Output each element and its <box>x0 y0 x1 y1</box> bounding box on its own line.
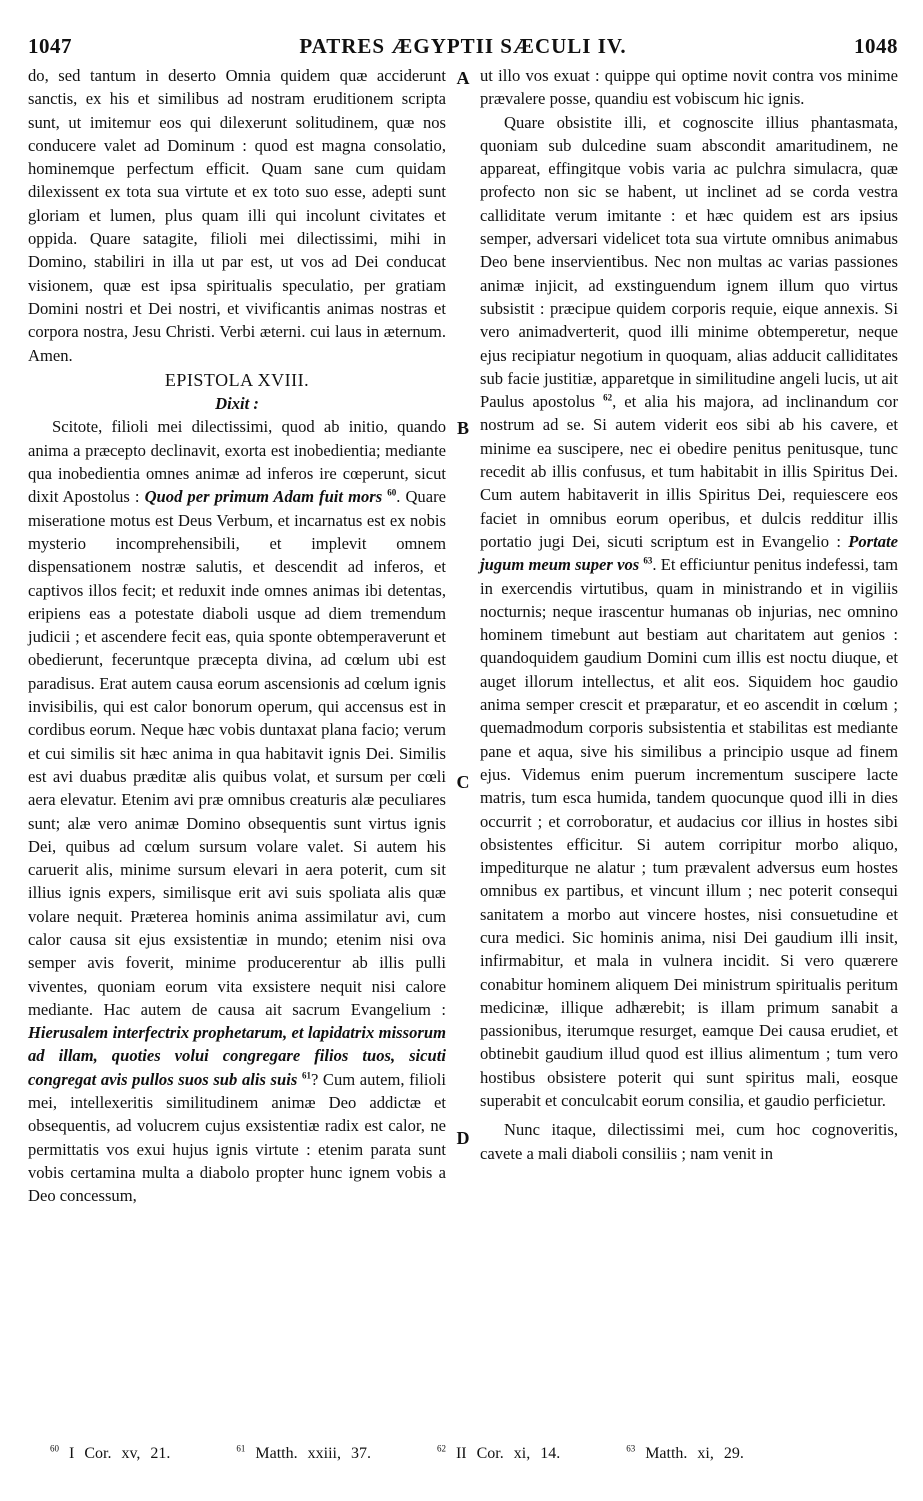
footnote-number: 61 <box>236 1444 246 1454</box>
page-number-left: 1047 <box>28 34 72 58</box>
footnote-ref: 63 <box>643 555 653 566</box>
text-span: . Quare miseratione motus est Deus Verbum, et incarnatus est ex nobis mysterio incomprehensibili, et implevit omnem dispensationem nostræ salutis, et descendit ad inferos, et captivos illos fecit; et reduxit inde omnes animas ibi detentas, eripiens eas a potestate diaboli usque ad diem tremendum judicii ; et ascendere fecit eas, quia sponte obtemperaverunt et obedierunt, feceruntque præcepta divina, ad cœlum ubi est paradisus. Erat autem causa eorum ascensionis ad cœlum ignis invisibilis, qui est calor bonorum operum, qui accensus est in cordibus eorum. Neque hæc vobis duntaxat plana facio; verum et cui similis sit hæc anima in qua habitavit ignis Dei. Similis est avi duabus præditæ alis quibus volat, et sursum per cœli aera elevatur. Etenim avi præ omnibus creaturis alæ peculiares sunt; alæ vero animæ Domino obsequentis sunt virtus ignis Dei, quibus ad cœlum sursum volare valet. Si autem his caruerit alis, minime sursum elevari in aera poterit, cum sit illius ignis expers, similisque erit avi suis spoliata alis quæ volare nequit. Præterea hominis anima assimilatur avi, cum calor causa sit ejus exsistentiæ in mundo; etenim nisi ova semper avis foverit, minime producerentur ab illis pulli viventes, quoniam eorum vita exsistere nequit nisi calore mediante. Hac autem de causa ait sacrum Evangelium : <box>28 487 446 1019</box>
running-title: PATRES ÆGYPTII SÆCULI IV. <box>299 34 627 58</box>
paragraph <box>28 415 446 1207</box>
footnote <box>50 1445 198 1462</box>
margin-marker-a: A <box>456 68 470 88</box>
paragraph: ut illo vos exuat : quippe qui optime novit contra vos minime prævalere posse, quandiu est vobiscum hic ignis. <box>480 66 898 109</box>
epistola-title: EPISTOLA XVIII. <box>164 369 310 390</box>
text-span: , et alia his majora, ad inclinandum cor nostrum ad se. Si autem viderit eos sibi ab his cavere, et minime ea suscipere, nec ei obedire penitus penitusque, tunc recedit ab illis confusus, et tum habitabit in illis Spiritus Dei. Cum autem habitaverit in illis Spiritus Dei, requiescere eos faciet in omnibus eorum operibus, et dulcis redditur illis portatio jugi Dei, sicuti scriptum est in Evangelio : <box>480 392 899 551</box>
epistola-subtitle: Dixit : <box>215 394 259 414</box>
footnote-number: 60 <box>50 1444 59 1454</box>
left-column <box>28 64 446 1208</box>
margin-marker-b: B <box>456 418 469 438</box>
text-span: . Et efficiuntur penitus indefessi, tam in exercendis virtutibus, quam in ministrando et in vigiliis nocturnis; neque irascentur humanas ob injurias, nec omnino hominem timebunt aut bestiam aut charitatem aut genios : quandoquidem gaudium Domini cum illis est noctu diuque, et auget illorum intellectus, et alit eos. Siquidem hoc gaudio anima semper crescit et præparatur, et eo ascendit in cœlum ; quemadmodum corporis subsistentia et stabilitas est mediante pane et aqua, sive his similibus a principio usque ad finem ejus. Videmus enim puerum incrementum suscipere lacte matris, tum esca humida, tandem quocunque quod illi in dies occurrit ; et corroboratur, et audacius cor illius in hostes sibi obsistentes efficitur. Si autem corripitur morbo aliquo, impediturque ne alatur ; tum prævalent adversus eum hostes omnibus ex partibus, et vincunt illum ; nec poterit consequi sanitatem a morbo aut vincere hostes, nisi consuetudine et cura medici. Sic hominis anima, nisi Dei gaudium illi insit, infirmabitur, et mala in vulnera incidit. Si vero quærere conabitur hominem aliquem Dei ministrum spiritualis peritum medicinæ, illique adhærebit; is illam primum sanabit a passionibus, iterumque resurget, eamque Dei causa erudiet, et obtinebit gaudium illud quod est illius alimentum ; tum vero hostibus obsistere poterit qui sunt spiritus mali, eosque superabit et conculcabit eorum consilia, et gaudio perficietur. <box>480 555 898 1111</box>
scripture-quote: Portate jugum meum super vos <box>480 531 899 575</box>
footnote <box>437 1445 588 1462</box>
paragraph: Nunc itaque, dilectissimi mei, cum hoc cognoveritis, cavete a mali diaboli consiliis ; nam venit in <box>480 1120 898 1163</box>
footnote-ref: 62 <box>603 392 613 403</box>
footnote-ref: 60 <box>387 487 397 498</box>
margin-marker-c: C <box>456 772 470 792</box>
footnote <box>626 1445 772 1462</box>
footnote-text: II Cor. xi, 14. <box>455 1445 561 1463</box>
footnote-number: 63 <box>626 1444 636 1454</box>
scripture-quote: Quod per primum Adam fuit mors <box>144 487 383 507</box>
footnotes <box>50 1444 900 1463</box>
text-span: ? Cum autem, filioli mei, intellexeritis similitudinem animæ Deo addictæ et obsequentis, ad volucrem cujus exsistentiæ radix est calor, ne permittatis vos exui hujus ignis virtute : etenim parata sunt vobis certamina multa a diabolo propter hunc ignem vobis a Deo concessum, <box>28 1069 446 1206</box>
running-header <box>28 34 898 58</box>
paragraph: do, sed tantum in deserto Omnia quidem quæ acciderunt sanctis, ex his et similibus ad nostram eruditionem scripta sunt, ut imitemur eos qui dilexerunt solitudinem, quæ nos conducere valet ad Dominum : quod est magna consolatio, hominemque perfectum efficit. Quam sane cum quidam dilexissent ex tota sua virtute et ex toto suo esse, adepti sunt gloriam et lumen, plus quam illi qui incolunt civitates et oppida. Quare satagite, filioli mei dilectissimi, mihi in Domino, stabiliri in illa ut par est, ut vos ad Dei conducat visionem, quæ est ipsa spiritualis speculatio, per gratiam Domini nostri et Dei nostri, et vivificantis animas nostras et corpora nostra, Jesu Christi. Verbi æterni. cui laus in æternum. Amen. <box>28 66 446 365</box>
paragraph <box>480 111 898 1113</box>
right-column <box>480 64 898 1165</box>
scripture-quote: Hierusalem interfectrix prophetarum, et lapidatrix missorum ad illam, quoties volui congregare filios tuos, sicuti congregat avis pullos suos sub alis suis <box>28 1023 446 1089</box>
footnote-text: Matth. xxiii, 37. <box>255 1445 371 1463</box>
text-span: Scitote, filioli mei dilectissimi, quod ab initio, quando anima a præcepto declinavit, exorta est inobedientia; mediante qua inobedientia omnes animæ ad inferos ire cœperunt, sicut dixit Apostolus : <box>28 417 446 507</box>
footnote-ref: 61 <box>301 1070 311 1081</box>
text-span: Quare obsistite illi, et cognoscite illius phantasmata, quoniam sub dulcedine suam abscondit amaritudinem, ne appareat, effingitque vobis varia ac pulchra simulacra, quæ profecto non sic se habent, ut inclinet ad se corda vestra calliditate verum imitante : et hæc quidem est ars ipsius semper, adversari videlicet tota sua virtute omnibus animabus Deo bene inservientibus. Nec non multas ac varias passiones animæ injicit, ad exstinguendum ignem illum quo virtus subsistit : præcipue quidem corporis requie, eique annexis. Si vero animadverterit, quod illi minime obtemperetur, neque ejus recipiatur negotium in quoquam, alias adducit calliditates sub facie justitiæ, apparetque in similitudine angeli lucis, ut ait Paulus apostolus <box>480 112 898 412</box>
margin-marker-d: D <box>456 1128 470 1148</box>
footnote-number: 62 <box>436 1444 446 1454</box>
footnote <box>236 1445 399 1462</box>
footnote-text: I Cor. xv, 21. <box>69 1445 171 1463</box>
page-number-right: 1048 <box>854 34 898 58</box>
footnote-text: Matth. xi, 29. <box>645 1445 744 1463</box>
